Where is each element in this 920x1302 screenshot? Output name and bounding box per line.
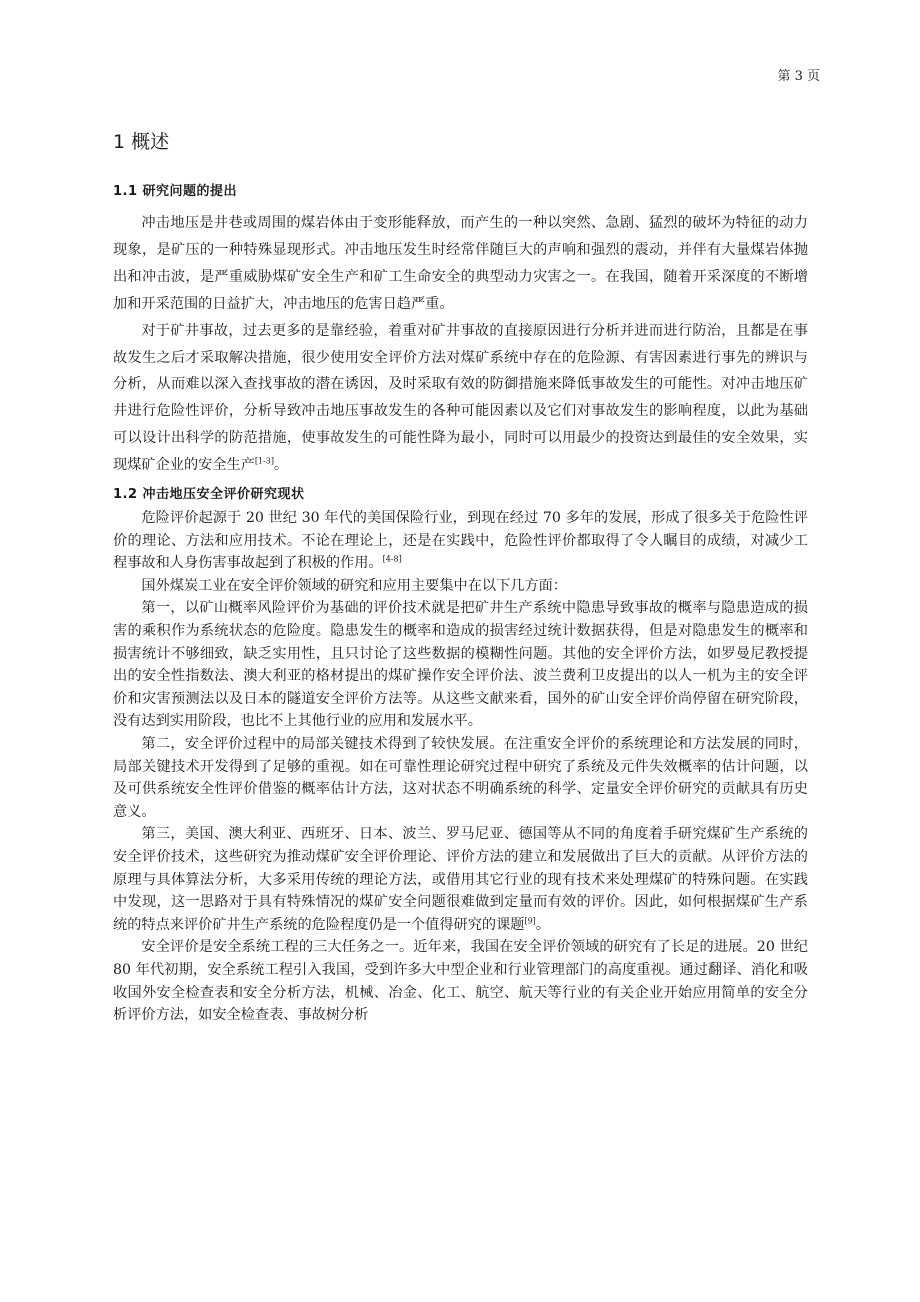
paragraph: 第二，安全评价过程中的局部关键技术得到了较快发展。在注重安全评价的系统理论和方法发展的同时，局部关键技术开发得到了足够的重视。如在可靠性理论研究过程中研究了系统及元件失效概率的估计问题，以及可供系统安全性评价借鉴的概率估计方法，这对状态不明确系统的科学、定量安全评价研究的贡献具有历史意义。 (113, 736, 808, 820)
paragraph-end: 。 (274, 457, 289, 474)
paragraph (113, 823, 808, 936)
subsection-1-1 (113, 182, 808, 479)
document-body (113, 130, 808, 1027)
section-title: 1 概述 (113, 131, 170, 153)
page-number: 第 3 页 (777, 69, 820, 84)
paragraph: 冲击地压是井巷或周围的煤岩体由于变形能释放，而产生的一种以突然、急剧、猛烈的破坏为特征的动力现象，是矿压的一种特殊显现形式。冲击地压发生时经常伴随巨大的声响和强烈的震动，并伴有大量煤岩体抛出和冲击波，是严重威胁煤矿安全生产和矿工生命安全的典型动力灾害之一。在我国，随着开采深度的不断增加和开采范围的日益扩大，冲击地压的危害日趋严重。 (113, 215, 808, 312)
paragraph (113, 507, 808, 575)
paragraph-text: 危险评价起源于 20 世纪 30 年代的美国保险行业，到现在经过 70 多年的发展，形成了很多关于危险性评价的理论、方法和应用技术。不论在理论上，还是在实践中，危险性评价都取得了令人瞩目的成绩，对减少工程事故和人身伤害事故起到了积极的作用。 (113, 510, 808, 572)
paragraph: 国外煤炭工业在安全评价领域的研究和应用主要集中在以下几方面： (141, 577, 568, 594)
subsection-title: 1.2 冲击地压安全评价研究现状 (113, 487, 305, 503)
paragraph: 第一，以矿山概率风险评价为基础的评价技术就是把矿井生产系统中隐患导致事故的概率与隐患造成的损害的乘积作为系统状态的危险度。隐患发生的概率和造成的损害经过统计数据获得，但是对隐患发生的概率和损害统计不够细致，缺乏实用性，且只讨论了这些数据的模糊性问题。其他的安全评价方法，如罗曼尼教授提出的安全性指数法、澳大利亚的格材提出的煤矿操作安全评价法、波兰费利卫皮提出的以人一机为主的安全评价和灾害预测法以及日本的隧道安全评价方法等。从这些文献来看，国外的矿山安全评价尚停留在研究阶段，没有达到实用阶段，也比不上其他行业的应用和发展水平。 (113, 600, 808, 730)
paragraph: 安全评价是安全系统工程的三大任务之一。近年来，我国在安全评价领域的研究有了长足的进展。20 世纪 80 年代初期，安全系统工程引入我国，受到许多大中型企业和行业管理部门的高度重视。通过翻译、消化和吸收国外安全检查表和安全分析方法，机械、冶金、化工、航空、航天等行业的有关企业开始应用简单的安全分析评价方法，如安全检查表、事故树分析 (113, 939, 808, 1024)
paragraph-text: 第三，美国、澳大利亚、西班牙、日本、波兰、罗马尼亚、德国等从不同的角度着手研究煤矿生产系统的安全评价技术，这些研究为推动煤矿安全评价理论、评价方法的建立和发展做出了巨大的贡献。从评价方法的原理与具体算法分析，大多采用传统的理论方法，或借用其它行业的现有技术来处理煤矿的特殊问题。在实践中发现，这一思路对于具有特殊情况的煤矿安全问题很难做到定量而有效的评价。因此，如何根据煤矿生产系统的特点来评价矿井生产系统的危险程度仍是一个值得研究的课题 (113, 826, 808, 933)
citation: [9] (524, 916, 536, 926)
citation: [4-8] (382, 554, 402, 564)
paragraph (113, 318, 808, 479)
paragraph-end: 。 (535, 916, 550, 933)
paragraph-text: 对于矿井事故，过去更多的是靠经验，着重对矿井事故的直接原因进行分析并进而进行防治，且都是在事故发生之后才采取解决措施，很少使用安全评价方法对煤矿系统中存在的危险源、有害因素进行事先的辨识与分析，从而难以深入查找事故的潜在诱因，及时采取有效的防御措施来降低事故发生的可能性。对冲击地压矿井进行危险性评价，分析导致冲击地压事故发生的各种可能因素以及它们对事故发生的影响程度，以此为基础可以设计出科学的防范措施，使事故发生的可能性降为最小，同时可以用最少的投资达到最佳的安全效果，实现煤矿企业的安全生产 (113, 322, 808, 474)
subsection-1-2 (113, 485, 808, 1027)
citation: [1-3] (254, 456, 275, 466)
subsection-title: 1.1 研究问题的提出 (113, 184, 238, 199)
